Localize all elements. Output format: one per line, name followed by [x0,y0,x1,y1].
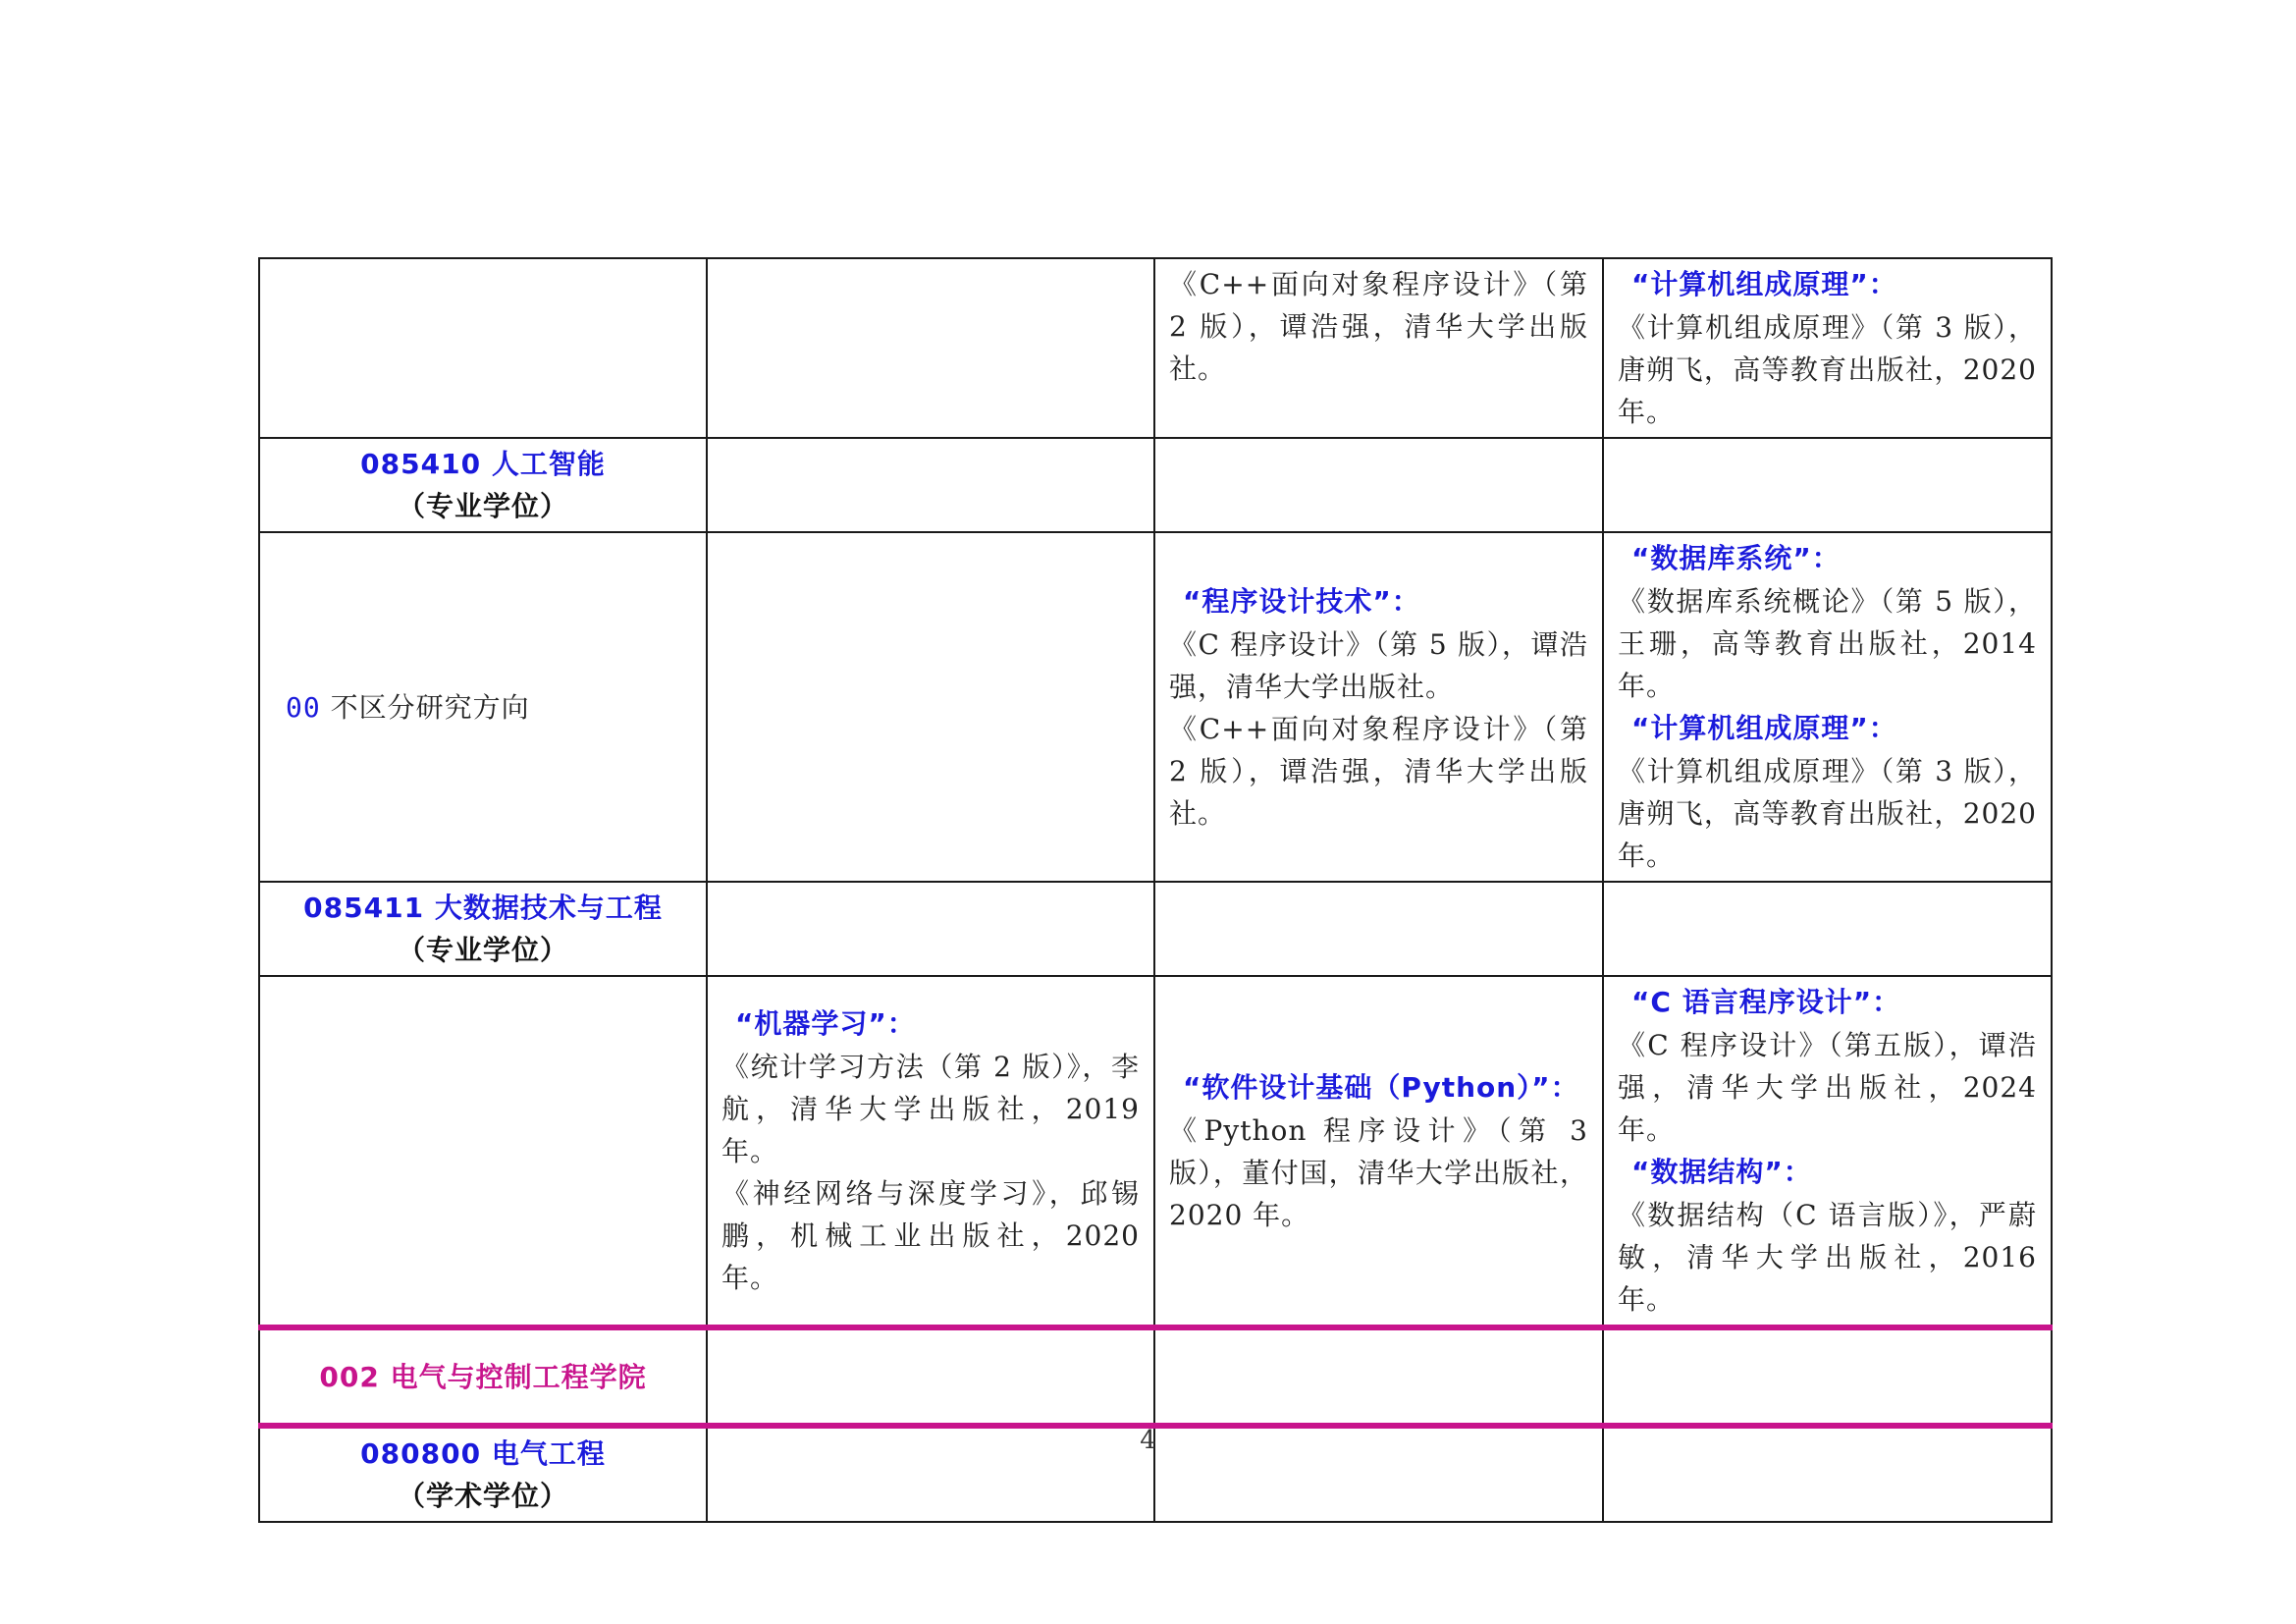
table-row [259,882,2052,976]
reference-book: 《数据库系统概论》（第 5 版），王珊，高等教育出版社，2014 年。 [1618,585,2037,702]
reference-book: 《C 程序设计》（第五版），谭浩强，清华大学出版社，2024 年。 [1618,1029,2037,1146]
table-cell [707,882,1154,976]
exam-subject: “软件设计基础（Python）”： [1183,1070,1579,1104]
table-row [259,1327,2052,1426]
exam-subject: “程序设计技术”： [1183,584,1420,618]
major-title: 085411 大数据技术与工程 [303,892,663,924]
reference-cell [1603,532,2052,882]
reference-cell [1603,976,2052,1327]
exam-subject: “C 语言程序设计”： [1631,986,1901,1018]
exam-subject: “计算机组成原理”： [1631,268,1897,300]
table-cell [1603,1327,2052,1426]
table-cell [707,438,1154,532]
direction-name: 不区分研究方向 [330,690,530,724]
major-title: 080800 电气工程 [360,1437,606,1470]
table-row [259,976,2052,1327]
table-cell [707,258,1154,438]
major-title: 085410 人工智能 [360,448,606,480]
reference-cell [1154,976,1603,1327]
college-cell [259,1327,707,1426]
exam-catalog-table [258,257,2053,1523]
major-cell [259,438,707,532]
table-cell [1603,882,2052,976]
table-cell [259,258,707,438]
reference-book: 《C++面向对象程序设计》（第 2 版），谭浩强，清华大学出版社。 [1169,268,1588,385]
table-cell [707,1327,1154,1426]
reference-book: 《Python 程序设计》（第 3 版），董付国，清华大学出版社，2020 年。 [1169,1113,1588,1231]
direction-cell [259,532,707,882]
reference-cell [1603,258,2052,438]
exam-subject: “机器学习”： [735,1007,916,1040]
degree-type: （专业学位） [397,490,568,522]
table-row [259,438,2052,532]
reference-book: 《神经网络与深度学习》，邱锡鹏，机械工业出版社，2020 年。 [721,1177,1140,1294]
reference-cell [707,976,1154,1327]
college-title: 002 电气与控制工程学院 [319,1360,647,1393]
table-cell [1603,438,2052,532]
reference-book: 《统计学习方法（第 2 版）》，李航，清华大学出版社，2019 年。 [721,1051,1140,1167]
degree-type: （学术学位） [397,1480,568,1512]
table-cell [1154,1327,1603,1426]
reference-book: 《C 程序设计》（第 5 版），谭浩强，清华大学出版社。 [1169,627,1588,703]
reference-cell [1154,532,1603,882]
exam-subject: “数据结构”： [1631,1156,1812,1188]
table-cell [259,976,707,1327]
table-row [259,532,2052,882]
exam-subject: “数据库系统”： [1631,542,1841,574]
major-cell [259,882,707,976]
degree-type: （专业学位） [397,934,568,966]
reference-book: 《计算机组成原理》（第 3 版），唐朔飞，高等教育出版社，2020 年。 [1618,311,2037,428]
reference-book: 《数据结构（C 语言版）》，严蔚敏，清华大学出版社，2016 年。 [1618,1199,2037,1316]
page-number: 4 [1140,1426,1156,1455]
table-cell [1154,882,1603,976]
reference-cell [1154,258,1603,438]
direction-code: 00 [286,690,321,724]
reference-book: 《计算机组成原理》（第 3 版），唐朔飞，高等教育出版社，2020 年。 [1618,755,2037,872]
table-cell [1154,438,1603,532]
reference-book: 《C++面向对象程序设计》（第 2 版），谭浩强，清华大学出版社。 [1169,712,1588,830]
table-row [259,258,2052,438]
exam-subject: “计算机组成原理”： [1631,712,1897,744]
table-cell [707,532,1154,882]
